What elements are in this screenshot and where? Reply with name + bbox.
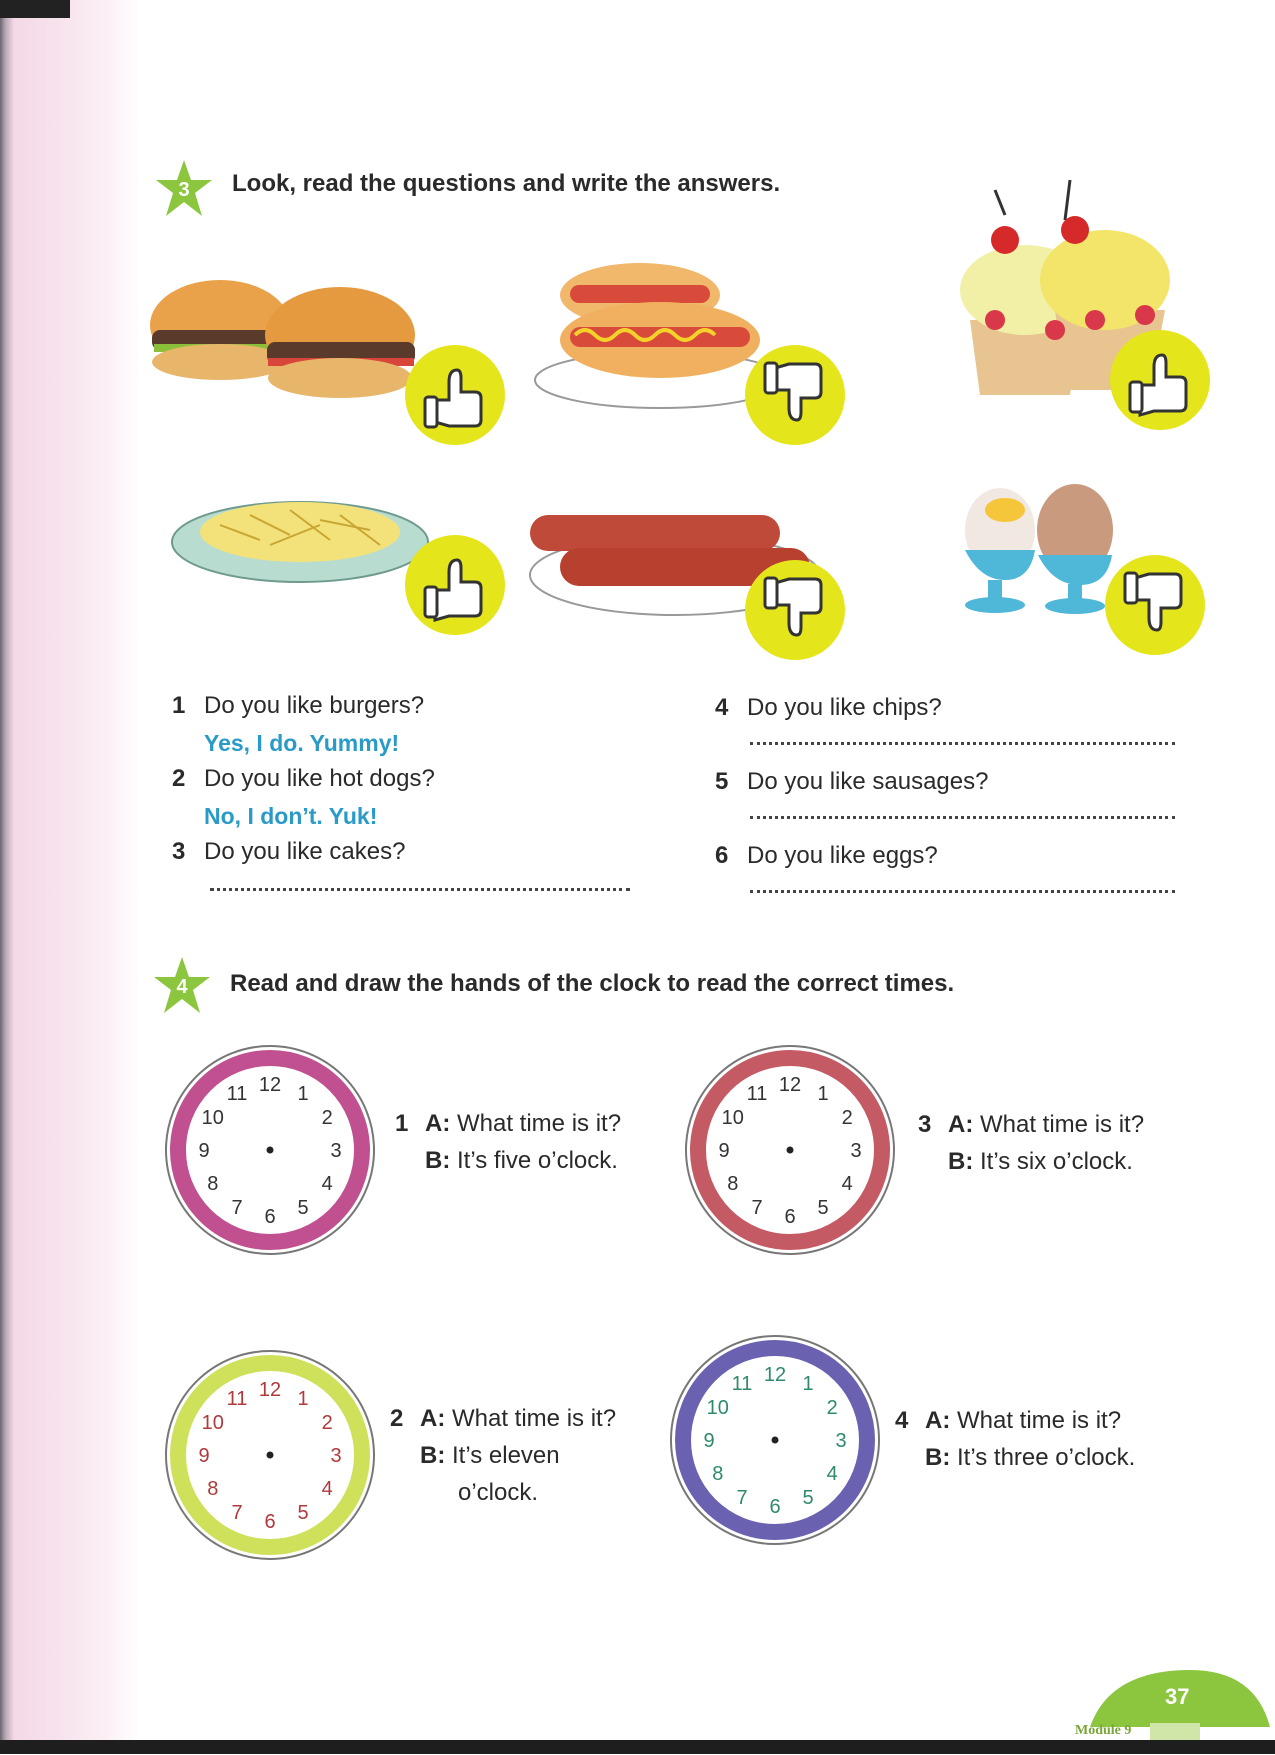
speaker-a: A: — [420, 1405, 446, 1432]
clock-4[interactable] — [665, 1330, 885, 1550]
clock-number: 5 — [297, 1197, 309, 1220]
clock-number: 5 — [817, 1197, 829, 1220]
clock-number: 7 — [231, 1197, 243, 1220]
clock-number: 5 — [297, 1502, 309, 1525]
clock-number: 1 — [802, 1372, 814, 1395]
dialogue-1 — [395, 1105, 621, 1179]
clock-face[interactable] — [160, 1345, 380, 1565]
clock-number: 2 — [321, 1107, 333, 1129]
exercise-4-star-icon — [150, 955, 214, 1019]
item-number: 3 — [918, 1111, 932, 1138]
thumbs-up-icon — [1110, 330, 1210, 430]
clock-face[interactable] — [160, 1040, 380, 1260]
clock-face[interactable] — [680, 1040, 900, 1260]
clock-number: 7 — [736, 1487, 748, 1510]
burgers-image — [140, 270, 440, 425]
scan-bottom-edge — [0, 1740, 1275, 1754]
thumbs-down-icon — [745, 560, 845, 660]
thumbs-up-icon — [405, 345, 505, 445]
question-5 — [715, 768, 988, 796]
clock-number: 1 — [297, 1082, 309, 1105]
clock-center-dot — [267, 1452, 274, 1459]
speaker-a: A: — [425, 1110, 451, 1137]
clock-number: 4 — [321, 1173, 333, 1195]
speaker-a: A: — [925, 1407, 951, 1434]
clock-number: 1 — [817, 1082, 829, 1105]
answer-6-blank[interactable] — [750, 890, 1175, 893]
clock-number: 6 — [769, 1496, 781, 1518]
question-number: 1 — [172, 692, 186, 719]
clock-number: 3 — [330, 1445, 342, 1467]
item-number: 1 — [395, 1110, 409, 1137]
exercise-3-instruction: Look, read the questions and write the answers. — [232, 170, 781, 197]
question-2 — [172, 765, 435, 793]
dialogue-4 — [895, 1402, 1135, 1476]
thumbs-down-icon — [745, 345, 845, 445]
clock-number: 10 — [721, 1107, 744, 1129]
clock-number: 8 — [727, 1173, 739, 1195]
clock-center-dot — [267, 1147, 274, 1154]
clock-number: 11 — [731, 1372, 753, 1395]
question-text: What time is it? — [980, 1111, 1145, 1138]
question-text: Do you like burgers? — [204, 692, 425, 719]
question-3 — [172, 838, 405, 866]
question-number: 2 — [172, 765, 186, 792]
question-text: Do you like sausages? — [747, 768, 989, 795]
clock-number: 9 — [703, 1430, 715, 1452]
answer-3-blank[interactable] — [210, 888, 630, 891]
clock-3[interactable] — [680, 1040, 900, 1260]
clock-number: 4 — [826, 1463, 838, 1485]
clock-number: 12 — [763, 1364, 787, 1386]
clock-number: 11 — [226, 1082, 248, 1105]
question-text: Do you like chips? — [747, 694, 942, 721]
clock-number: 12 — [258, 1074, 282, 1096]
clock-center-dot — [772, 1437, 779, 1444]
dialogue-2 — [390, 1400, 616, 1511]
clock-number: 3 — [850, 1140, 862, 1162]
question-text: Do you like eggs? — [747, 842, 938, 869]
clock-number: 11 — [746, 1082, 768, 1105]
speaker-a: A: — [948, 1111, 974, 1138]
scan-edge — [0, 0, 70, 18]
question-text: Do you like cakes? — [204, 838, 406, 865]
clock-number: 3 — [330, 1140, 342, 1162]
answer-1: Yes, I do. Yummy! — [204, 730, 400, 756]
clock-number: 8 — [207, 1478, 219, 1500]
speaker-b: B: — [948, 1148, 974, 1175]
question-text: Do you like hot dogs? — [204, 765, 435, 792]
question-text: What time is it? — [452, 1405, 617, 1432]
question-number: 4 — [715, 694, 729, 721]
clock-number: 12 — [778, 1074, 802, 1096]
clock-number: 6 — [264, 1511, 276, 1533]
clock-number: 7 — [751, 1197, 763, 1220]
book-spine-shadow — [0, 0, 140, 1754]
clock-number: 6 — [784, 1206, 796, 1228]
question-6 — [715, 842, 938, 870]
clock-number: 9 — [198, 1445, 210, 1467]
clock-number: 11 — [226, 1387, 248, 1410]
question-1 — [172, 692, 424, 720]
clock-1[interactable] — [160, 1040, 380, 1260]
clock-center-dot — [787, 1147, 794, 1154]
exercise-number: 4 — [176, 975, 188, 998]
clock-number: 4 — [321, 1478, 333, 1500]
clock-number: 8 — [712, 1463, 724, 1485]
thumbs-down-icon — [1105, 555, 1205, 655]
clock-number: 10 — [201, 1107, 224, 1129]
question-number: 5 — [715, 768, 729, 795]
exercise-4-instruction: Read and draw the hands of the clock to read the correct times. — [230, 970, 955, 997]
answer-text: It’s six o’clock. — [980, 1148, 1133, 1175]
clock-number: 3 — [835, 1430, 847, 1452]
answer-text-continued: o’clock. — [458, 1479, 539, 1506]
page-number: 37 — [1165, 1684, 1190, 1709]
clock-number: 10 — [201, 1412, 224, 1434]
question-4 — [715, 694, 942, 722]
question-text: What time is it? — [457, 1110, 622, 1137]
module-label: Module 9 — [1075, 1723, 1132, 1738]
clock-2[interactable] — [160, 1345, 380, 1565]
clock-number: 5 — [802, 1487, 814, 1510]
item-number: 4 — [895, 1407, 909, 1434]
answer-text: It’s eleven — [452, 1442, 560, 1469]
chips-image — [170, 480, 430, 595]
clock-number: 2 — [841, 1107, 853, 1129]
clock-number: 9 — [198, 1140, 210, 1162]
exercise-3-star-icon — [152, 158, 216, 222]
speaker-b: B: — [425, 1147, 451, 1174]
clock-number: 9 — [718, 1140, 730, 1162]
clock-number: 12 — [258, 1379, 282, 1401]
eggs-image — [950, 480, 1130, 625]
question-text: What time is it? — [957, 1407, 1122, 1434]
answer-4-blank[interactable] — [750, 742, 1175, 745]
item-number: 2 — [390, 1405, 404, 1432]
clock-number: 6 — [264, 1206, 276, 1228]
answer-2: No, I don’t. Yuk! — [204, 803, 378, 829]
answer-text: It’s three o’clock. — [957, 1444, 1136, 1471]
dialogue-3 — [918, 1106, 1144, 1180]
clock-number: 2 — [321, 1412, 333, 1434]
answer-5-blank[interactable] — [750, 816, 1175, 819]
clock-number: 7 — [231, 1502, 243, 1525]
speaker-b: B: — [925, 1444, 951, 1471]
clock-face[interactable] — [665, 1330, 885, 1550]
clock-number: 10 — [706, 1397, 729, 1419]
clock-number: 4 — [841, 1173, 853, 1195]
question-number: 6 — [715, 842, 729, 869]
answer-text: It’s five o’clock. — [457, 1147, 618, 1174]
clock-number: 2 — [826, 1397, 838, 1419]
clock-number: 1 — [297, 1387, 309, 1410]
question-number: 3 — [172, 838, 186, 865]
speaker-b: B: — [420, 1442, 446, 1469]
thumbs-up-icon — [405, 535, 505, 635]
clock-number: 8 — [207, 1173, 219, 1195]
exercise-number: 3 — [178, 178, 190, 201]
